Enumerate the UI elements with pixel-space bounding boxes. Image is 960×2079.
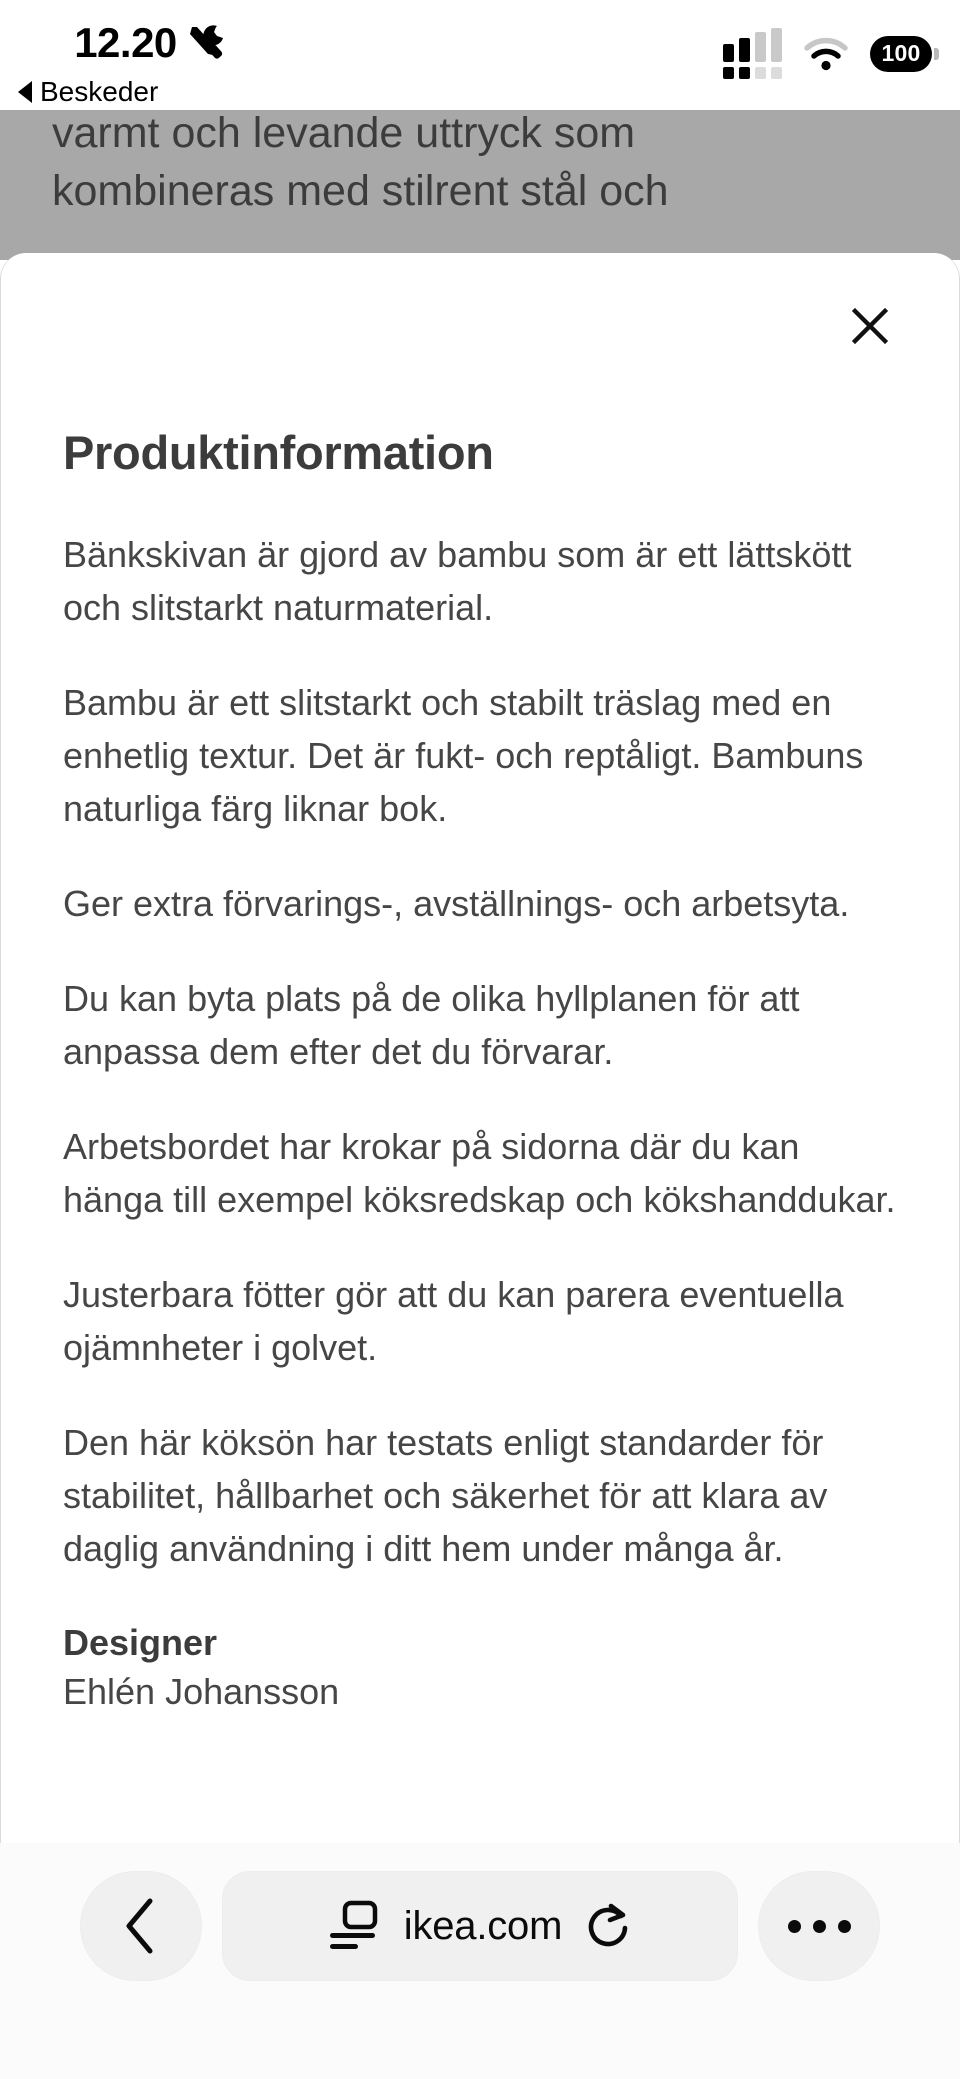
close-button[interactable] bbox=[840, 296, 900, 356]
designer-name: Ehlén Johansson bbox=[63, 1670, 340, 1712]
close-icon bbox=[850, 306, 890, 346]
page-settings-aa-icon[interactable] bbox=[328, 1900, 378, 1952]
status-bar bbox=[0, 0, 960, 110]
paragraph-1: Bänkskivan är gjord av bambu som är ett lättskött och slitstarkt naturmaterial. bbox=[63, 533, 852, 628]
back-to-app-label: Beskeder bbox=[40, 76, 159, 107]
paragraph-2: Bambu är ett slitstarkt och stabilt träslag med en enhetlig textur. Det är fukt- och reptåligt. Bambuns naturliga färg liknar bok. bbox=[63, 681, 864, 829]
paragraph-4: Du kan byta plats på de olika hyllplanen för att anpassa dem efter det du förvarar. bbox=[63, 977, 800, 1072]
battery-indicator bbox=[870, 36, 932, 72]
paragraph-3: Ger extra förvarings-, avställnings- och arbetsyta. bbox=[63, 882, 850, 924]
address-bar-url: ikea.com bbox=[403, 1903, 563, 1948]
page-title: Produktinformation bbox=[63, 426, 494, 479]
paragraph-6: Justerbara fötter gör att du kan parera eventuella ojämnheter i golvet. bbox=[63, 1273, 844, 1368]
product-information-sheet bbox=[0, 253, 960, 1843]
wifi-icon bbox=[804, 37, 848, 71]
status-bar-left bbox=[0, 19, 300, 66]
tools-icon bbox=[186, 23, 226, 63]
status-bar-clock: 12.20 bbox=[74, 19, 177, 66]
back-chevron-icon bbox=[121, 1897, 161, 1955]
dimmed-page-behind bbox=[0, 110, 960, 260]
back-button[interactable] bbox=[80, 1871, 202, 1981]
reload-icon[interactable] bbox=[588, 1902, 632, 1950]
behind-text-line-2: kombineras med stilrent stål och bbox=[52, 167, 669, 215]
more-menu-button[interactable] bbox=[758, 1871, 880, 1981]
behind-text-line-1: varmt och levande uttryck som bbox=[52, 110, 636, 157]
paragraph-7: Den här köksön har testats enligt standarder för stabilitet, hållbarhet och säkerhet för att klara av daglig användning i ditt hem under många år. bbox=[63, 1421, 828, 1569]
address-bar[interactable] bbox=[222, 1871, 738, 1981]
battery-percent-label: 100 bbox=[881, 40, 921, 66]
paragraph-5: Arbetsbordet har krokar på sidorna där du kan hänga till exempel köksredskap och kökshanddukar. bbox=[63, 1125, 896, 1220]
back-to-app-button[interactable] bbox=[18, 78, 158, 106]
more-ellipsis-icon bbox=[788, 1920, 851, 1933]
cellular-signal-icon bbox=[723, 28, 782, 79]
sheet-content bbox=[1, 253, 959, 1713]
back-triangle-icon bbox=[18, 81, 32, 103]
status-bar-right bbox=[723, 28, 932, 79]
designer-label: Designer bbox=[63, 1621, 218, 1663]
battery-nub-icon bbox=[934, 48, 939, 60]
browser-toolbar bbox=[0, 1843, 960, 2079]
